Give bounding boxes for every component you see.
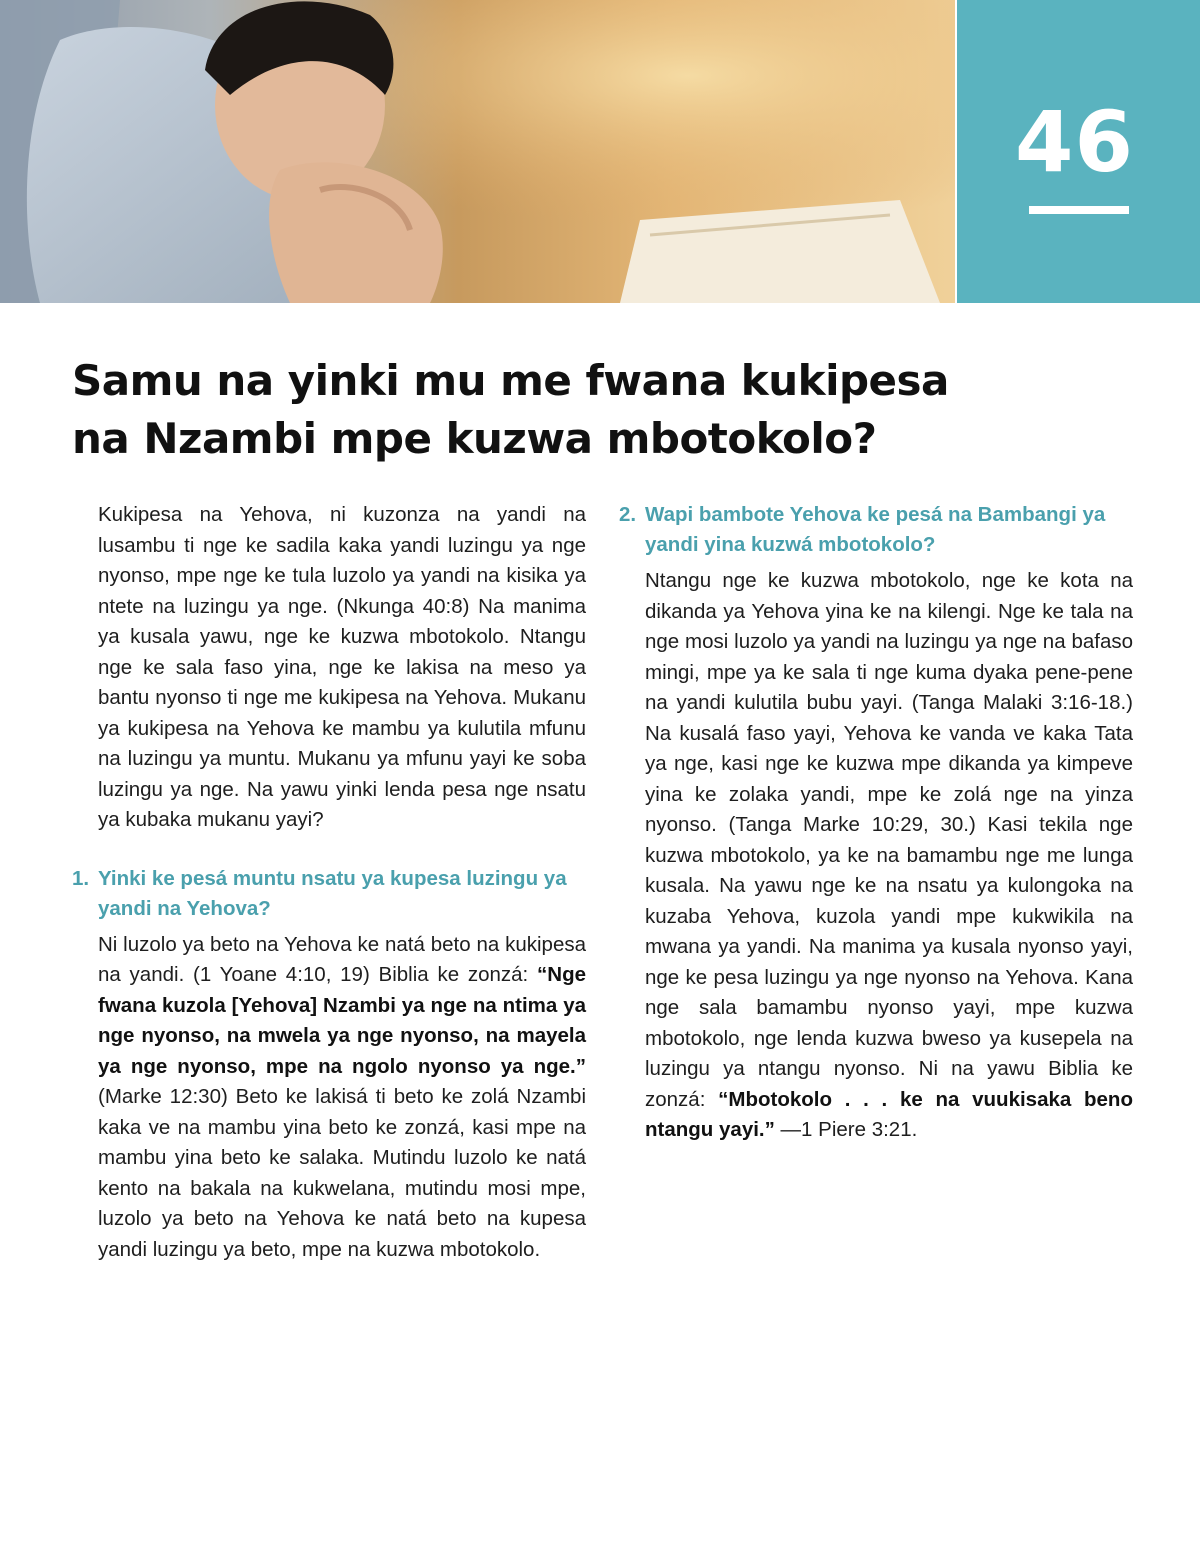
answer-2-text-a: Ntangu nge ke kuzwa mbotokolo, nge ke kota na dikanda ya Yehova yina ke na kilengi. Nge ke tala na nge mosi luzolo ya yandi na luzingu ya nge na bafaso mingi, mpe ya ke sala ti nge kuma dyaka pene-pene na yandi kulutila bubu yayi. (Tanga Malaki 3:16-18.) Na kusalá faso yayi, Yehova ke vanda ve kaka Tata ya nge, kasi nge ke kuzwa mpe dikanda ya kimpeve yina ke zolaka yandi, mpe ke zolá nge na yinza nyonso. (Tanga Marke 10:29, 30.) Kasi tekila nge kuzwa mbotokolo, ya ke na bamambu nge me lunga kusala. Na yawu nge ke na nsatu ya kulongoka na kuzaba Yehova, kuzola yandi mpe kukwikila na mwana ya yandi. Na manima ya kusala nyonso yayi, nge ke pesa luzingu ya nge nyonso na Yehova. Kana nge sala bamambu nyonso yayi, mpe kuzwa mbotokolo, nge lenda kuzwa bweso ya kusepela na luzingu ya ntangu nyonso. Ni na yawu Biblia ke zonzá: — [645, 569, 1133, 1111]
header-photo — [0, 0, 955, 303]
intro-paragraph: Kukipesa na Yehova, ni kuzonza na yandi na lusambu ti nge ke sadila kaka yandi luzingu ya nge nyonso, mpe nge ke tula luzolo ya yandi na kisika ya ntete na luzingu ya nge. (Nkunga 40:8) Na manima ya kusala yawu, nge ke kuzwa mbotokolo. Ntangu nge ke sala faso yina, nge ke lakisa na meso ya bantu nyonso ti nge me kukipesa na Yehova. Mukanu ya kukipesa na Yehova ke mambu ya kulutila mfunu na luzingu ya muntu. Mukanu ya mfunu yayi ke soba luzingu ya nge. Na yawu yinki lenda pesa nge nsatu ya kubaka mukanu yayi? — [98, 503, 586, 831]
page-title — [72, 352, 1072, 468]
title-line-1: Samu na yinki mu me fwana kukipesa — [72, 356, 949, 405]
answer-2-reference: —1 Piere 3:21. — [774, 1118, 918, 1141]
left-column — [72, 500, 586, 1265]
lesson-number-underline — [1029, 206, 1129, 214]
lesson-number: 46 — [1015, 93, 1134, 191]
answer-1-text-a: Ni luzolo ya beto na Yehova ke natá beto na kukipesa na yandi. (1 Yoane 4:10, 19) Biblia ke zonzá: — [98, 932, 586, 986]
right-column — [619, 500, 1133, 1146]
question-2-text: Wapi bambote Yehova ke pesá na Bambangi ya yandi yina kuzwá mbotokolo? — [645, 503, 1106, 556]
title-line-2: na Nzambi mpe kuzwa mbotokolo? — [72, 414, 877, 463]
lesson-number-panel — [957, 0, 1200, 303]
question-1-heading — [72, 864, 586, 924]
question-2-number: 2. — [619, 503, 637, 526]
answer-2-quote: “Mbotokolo . . . ke na vuukisaka beno ntangu yayi.” — [645, 1087, 1133, 1141]
answer-1-text-b: (Marke 12:30) Beto ke lakisá ti beto ke zolá Nzambi kaka ve na mambu yina beto ke zonzá, kasi mpe na mambu yina beto ke salaka. Mutindu luzolo ke natá kento na bakala na kukwelana, mutindu mosi mpe, luzolo ya beto na Yehova ke natá beto na kupesa yandi luzingu ya beto, mpe na kuzwa mbotokolo. — [98, 1085, 586, 1261]
question-2-heading — [619, 500, 1133, 560]
answer-2-paragraph — [645, 566, 1133, 1146]
praying-man-illustration — [0, 0, 955, 303]
question-1-number: 1. — [72, 866, 90, 890]
question-1-text: Yinki ke pesá muntu nsatu ya kupesa luzingu ya yandi na Yehova? — [98, 866, 567, 920]
answer-1-paragraph — [98, 930, 586, 1266]
answer-1-quote: “Nge fwana kuzola [Yehova] Nzambi ya nge na ntima ya nge nyonso, na mwela ya nge nyonso, na mayela ya nge nyonso, mpe na ngolo nyonso ya nge.” — [98, 963, 586, 1078]
